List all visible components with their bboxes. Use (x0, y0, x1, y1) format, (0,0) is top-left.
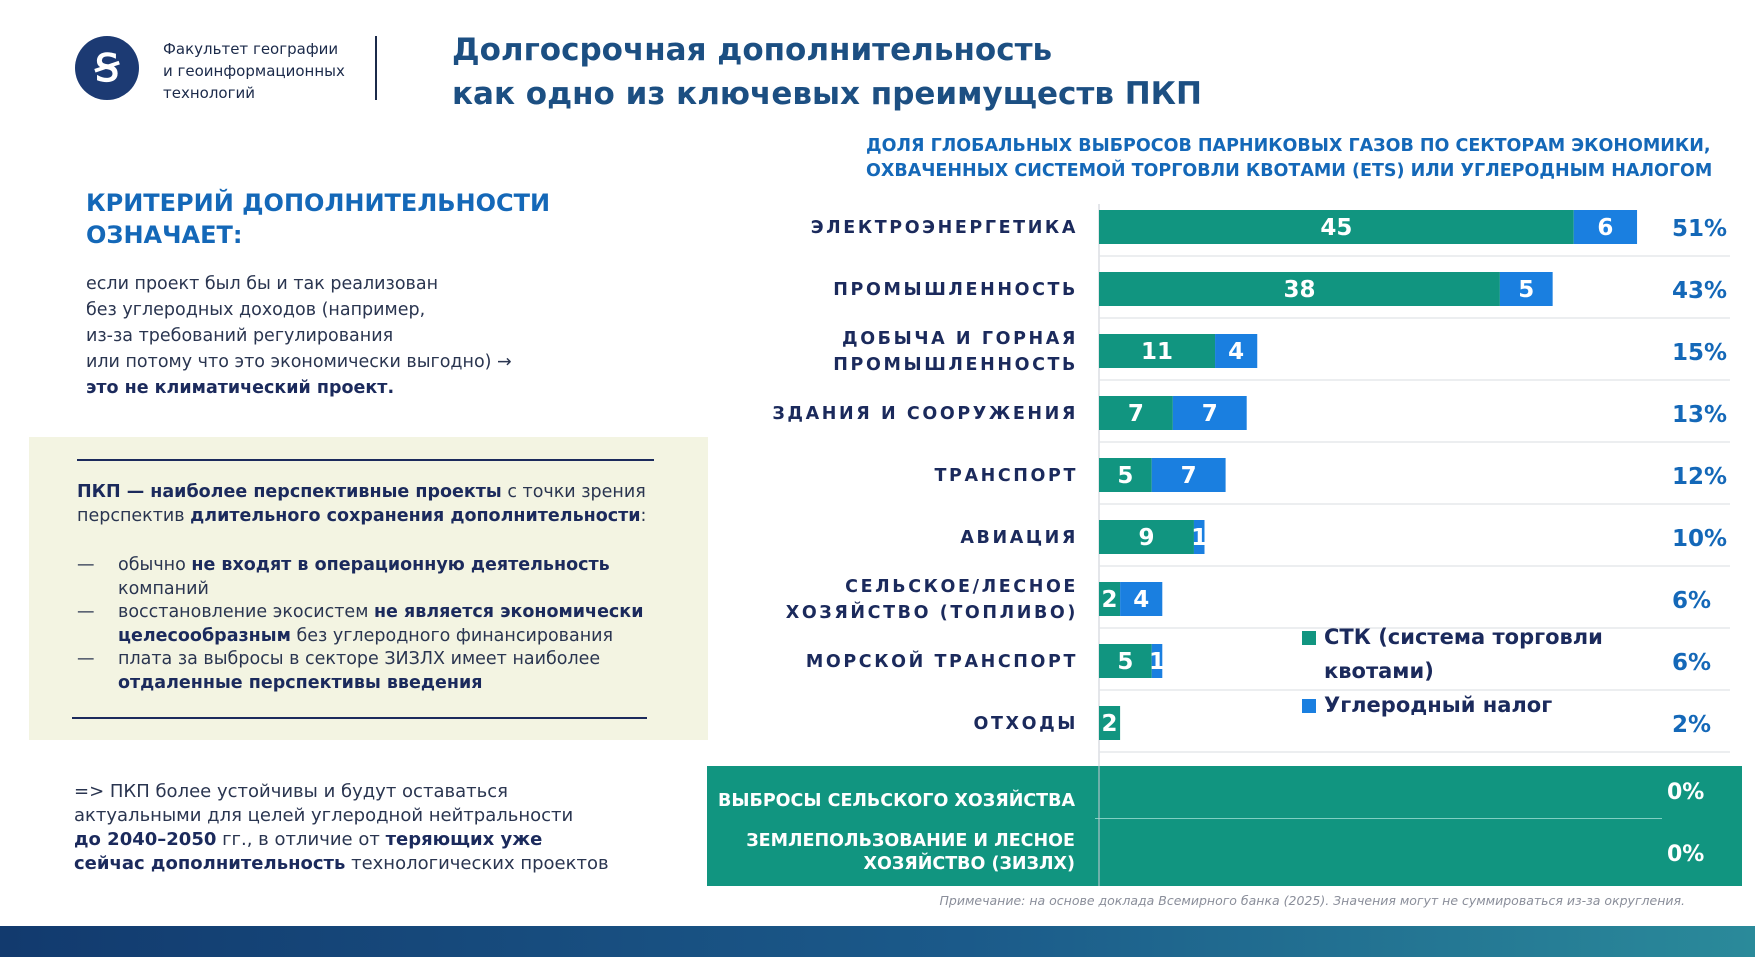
bullet-text-bold: не входят в операционную деятельность (191, 555, 610, 575)
data-label-tax: 6 (1597, 215, 1614, 241)
category-label: АВИАЦИЯ (960, 528, 1078, 548)
criterion-body-line: без углеродных доходов (например, (86, 300, 426, 320)
criterion-heading-line: КРИТЕРИЙ ДОПОЛНИТЕЛЬНОСТИ (86, 189, 551, 217)
row-total: 6% (1672, 588, 1712, 614)
zero-row-label-line: ЗЕМЛЕПОЛЬЗОВАНИЕ И ЛЕСНОЕ (746, 831, 1075, 851)
bullet-dash: — (77, 649, 95, 669)
data-label-ets: 5 (1117, 649, 1134, 675)
pkp-intro-text: : (640, 506, 647, 526)
legend-label: Углеродный налог (1324, 693, 1553, 717)
legend-label: квотами) (1324, 659, 1434, 683)
source-note: Примечание: на основе доклада Всемирного банка (2025). Значения могут не суммироваться из-за округления. (939, 893, 1685, 908)
data-label-tax: 4 (1133, 587, 1150, 613)
zero-row-total: 0% (1667, 780, 1705, 805)
hse-logo: Ꞩ (75, 36, 139, 100)
row-total: 12% (1672, 464, 1728, 490)
bullet-dash: — (77, 555, 95, 575)
data-label-ets: 2 (1101, 711, 1118, 737)
category-label: ОТХОДЫ (973, 714, 1078, 734)
faculty-line: технологий (163, 84, 255, 102)
pkp-intro-bold: длительного сохранения дополнительности (190, 506, 641, 526)
faculty-line: и геоинформационных (163, 62, 345, 80)
category-label: ХОЗЯЙСТВО (ТОПЛИВО) (785, 603, 1078, 623)
category-label: ДОБЫЧА И ГОРНАЯ (842, 329, 1078, 349)
data-label-ets: 45 (1320, 215, 1353, 241)
legend-item-tax (1302, 688, 1603, 722)
bullet-text-bold: не является экономически (373, 602, 644, 622)
row-total: 10% (1672, 526, 1728, 552)
criterion-body-conclusion: это не климатический проект. (86, 378, 395, 398)
conclusion-bold: теряющих уже (385, 829, 543, 850)
legend-swatch-tax (1302, 699, 1316, 713)
zero-row-label-line: ХОЗЯЙСТВО (ЗИЗЛХ) (863, 854, 1075, 874)
bullet-text-plain: без углеродного финансирования (290, 626, 614, 646)
data-label-tax: 5 (1518, 277, 1535, 303)
category-label: МОРСКОЙ ТРАНСПОРТ (805, 652, 1078, 672)
pkp-intro-text: с точки зрения (501, 482, 646, 502)
chart-legend (1302, 620, 1603, 722)
data-label-ets: 5 (1117, 463, 1134, 489)
category-label: ЗДАНИЯ И СООРУЖЕНИЯ (772, 404, 1078, 424)
data-label-tax: 7 (1201, 401, 1218, 427)
bullet-dash: — (77, 602, 95, 622)
legend-label: СТК (система торговли (1324, 625, 1603, 649)
category-label: ПРОМЫШЛЕННОСТЬ (833, 280, 1078, 300)
conclusion-plain: технологических проектов (345, 853, 609, 874)
row-total: 6% (1672, 650, 1712, 676)
bullet-text-bold: целесообразным (118, 626, 291, 646)
pkp-intro-text: перспектив (77, 506, 191, 526)
row-total: 51% (1672, 216, 1728, 242)
conclusion-plain: гг., в отличие от (216, 829, 386, 850)
bullet-text-plain: обычно (118, 555, 192, 575)
conclusion-bold: сейчас дополнительность (74, 853, 346, 874)
zero-row-label-line: ВЫБРОСЫ СЕЛЬСКОГО ХОЗЯЙСТВА (718, 791, 1075, 811)
faculty-line: Факультет географии (163, 40, 339, 58)
criterion-body-line: если проект был бы и так реализован (86, 274, 439, 294)
chart-title-line: ОХВАЧЕННЫХ СИСТЕМОЙ ТОРГОВЛИ КВОТАМИ (ETS) ИЛИ УГЛЕРОДНЫМ НАЛОГОМ (866, 161, 1713, 181)
bullet-text-plain: компаний (118, 579, 209, 599)
legend-item-ets-cont (1302, 654, 1603, 688)
criterion-body-line: из-за требований регулирования (86, 326, 394, 346)
data-label-tax: 1 (1191, 525, 1208, 551)
page-title-line: как одно из ключевых преимуществ ПКП (452, 76, 1202, 112)
bullet-text-plain: восстановление экосистем (118, 602, 374, 622)
conclusion-line: актуальными для целей углеродной нейтральности (74, 805, 574, 826)
chart-title-line: ДОЛЯ ГЛОБАЛЬНЫХ ВЫБРОСОВ ПАРНИКОВЫХ ГАЗОВ ПО СЕКТОРАМ ЭКОНОМИКИ, (866, 136, 1711, 156)
row-total: 43% (1672, 278, 1728, 304)
data-label-tax: 1 (1149, 649, 1166, 675)
data-label-ets: 7 (1127, 401, 1144, 427)
conclusion-bold: до 2040–2050 (74, 829, 217, 850)
bullet-text-bold: отдаленные перспективы введения (118, 673, 483, 693)
category-label: СЕЛЬСКОЕ/ЛЕСНОЕ (845, 577, 1078, 597)
category-label: ПРОМЫШЛЕННОСТЬ (833, 355, 1078, 375)
row-total: 13% (1672, 402, 1728, 428)
zero-row-total: 0% (1667, 842, 1705, 867)
page-title-line: Долгосрочная дополнительность (452, 32, 1053, 68)
data-label-tax: 7 (1180, 463, 1197, 489)
category-label: ЭЛЕКТРОЭНЕРГЕТИКА (810, 218, 1078, 238)
legend-item-ets (1302, 620, 1603, 654)
data-label-tax: 4 (1228, 339, 1245, 365)
data-label-ets: 11 (1141, 339, 1174, 365)
data-label-ets: 9 (1138, 525, 1155, 551)
footer-bar (0, 926, 1755, 957)
category-label: ТРАНСПОРТ (934, 466, 1078, 486)
bullet-text-plain: плата за выбросы в секторе ЗИЗЛХ имеет наиболее (118, 649, 601, 669)
legend-swatch-ets (1302, 631, 1316, 645)
data-label-ets: 38 (1283, 277, 1316, 303)
criterion-heading-line: ОЗНАЧАЕТ: (86, 221, 243, 249)
row-total: 15% (1672, 340, 1728, 366)
pkp-intro-bold: ПКП — наиболее перспективные проекты (77, 482, 502, 502)
row-total: 2% (1672, 712, 1712, 738)
criterion-body-line: или потому что это экономически выгодно) → (86, 352, 512, 372)
data-label-ets: 2 (1101, 587, 1118, 613)
conclusion-line: => ПКП более устойчивы и будут оставаться (74, 781, 508, 802)
